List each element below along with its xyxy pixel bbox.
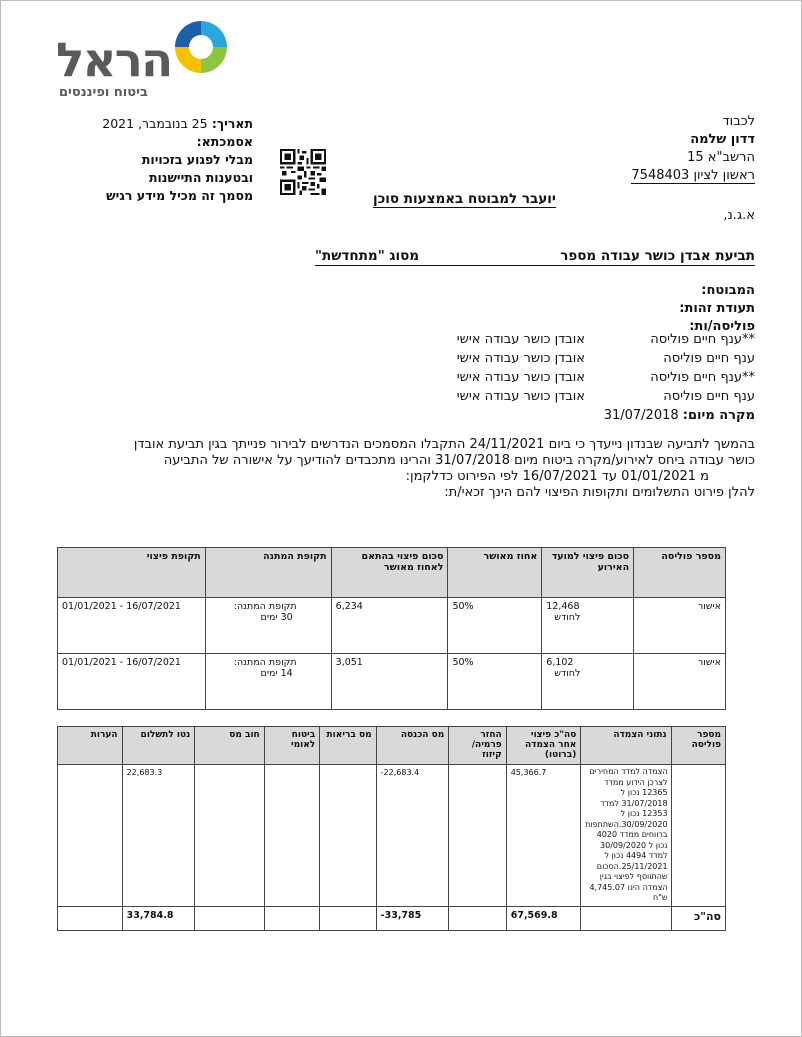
net-cell: 22,683.3 xyxy=(122,765,195,907)
legal-line-2: ובטענות התיישנות xyxy=(148,170,253,185)
comp-cell: 6,234 xyxy=(331,598,448,654)
column-header: מס בריאות xyxy=(320,727,376,765)
policy-branch: **ענף חיים פוליסה xyxy=(650,370,755,385)
addressee-street: הרשב"א 15 xyxy=(687,150,755,165)
tax-debt-cell xyxy=(195,765,265,907)
policy-line xyxy=(375,368,755,387)
paragraph-line: בהמשך לתביעה שבנדון נייעדך כי ביום 24/11/2021 התקבלו המסמכים הנדרשים לבירור פנייתך בגין תביעת אובדן xyxy=(133,437,755,452)
column-header: נטו לתשלום xyxy=(122,727,195,765)
policy-branch: ענף חיים פוליסה xyxy=(663,351,755,366)
policies-label: פוליסה/ות: xyxy=(689,319,755,334)
policy-type: אובדן כושר עבודה אישי xyxy=(456,351,585,366)
column-header: תקופת המתנה xyxy=(205,548,331,598)
addressee-to: לכבוד xyxy=(722,114,755,129)
notes-cell xyxy=(58,765,123,907)
period-cell: 01/01/2021 - 16/07/2021 xyxy=(58,598,206,654)
gross-total: 67,569.8 xyxy=(506,906,581,930)
policy-type: אובדן כושר עבודה אישי xyxy=(456,332,585,347)
gross-cell: 45,366.7 xyxy=(506,765,581,907)
linkage-cell xyxy=(581,906,671,930)
tax-debt-cell xyxy=(195,906,265,930)
policy-cell: אישור xyxy=(634,654,726,710)
column-header: אחוז מאושר xyxy=(448,548,542,598)
sensitive-notice: מסמך זה מכיל מידע רגיש xyxy=(106,188,253,203)
claim-title xyxy=(315,248,755,266)
legal-line-1: מבלי לפגוע בזכויות xyxy=(141,152,253,167)
column-header: מספר פוליסה xyxy=(671,727,725,765)
column-header: ביטוח לאומי xyxy=(264,727,319,765)
event-label: מקרה מיום: xyxy=(682,408,755,423)
event-date: 31/07/2018 xyxy=(603,408,679,423)
health-tax-cell xyxy=(320,765,376,907)
policy-line xyxy=(375,349,755,368)
addressee-block xyxy=(631,113,755,185)
header-meta xyxy=(83,115,253,205)
column-header: נתוני הצמדה xyxy=(581,727,671,765)
column-header: מספר פוליסה xyxy=(634,548,726,598)
greeting: א.ג.נ, xyxy=(723,208,755,223)
event-line xyxy=(375,406,755,425)
reference-label: אסמכתא: xyxy=(196,134,253,149)
linkage-cell: הצמדה למדד המחירים לצרכן הידוע ממדד 12365 נכון ל 31/07/2018 למדד 12353 נכון ל 30/09/2020.השתתפות ברווחים ממדד 4020 נכון ל 30/09/2020 למדד 4494 נכון ל 25/11/2021.הסכום שהתווסף לפיצוי בגין הצמדה הינו 4,745.07 ש"ח xyxy=(581,765,671,907)
paragraph-line: מ 01/01/2021 עד 16/07/2021 לפי הפירוט כדלקמן: xyxy=(405,469,709,484)
transfer-note: יועבר למבוטח באמצעות סוכן xyxy=(373,191,556,207)
policy-line xyxy=(375,387,755,406)
table-row xyxy=(58,598,726,654)
policy-list xyxy=(375,330,755,425)
harel-logo-icon xyxy=(173,19,229,75)
period-cell: 01/01/2021 - 16/07/2021 xyxy=(58,654,206,710)
column-header: מס הכנסה xyxy=(376,727,449,765)
insured-label: המבוטח: xyxy=(701,283,755,298)
total-label: סה"כ xyxy=(671,906,725,930)
wait-cell: תקופת המתנה: 30 ימים xyxy=(205,598,331,654)
column-header: סה"כ פיצוי אחר הצמדה (ברוטו) xyxy=(506,727,581,765)
addressee-city: ראשון לציון 7548403 xyxy=(631,168,755,183)
health-tax-cell xyxy=(320,906,376,930)
compensation-table xyxy=(57,547,726,710)
income-tax-total: -33,785 xyxy=(376,906,449,930)
refund-cell xyxy=(449,906,506,930)
approval-paragraph xyxy=(55,437,755,501)
payment-table xyxy=(57,726,726,931)
claim-fields xyxy=(679,282,755,336)
nii-cell xyxy=(264,906,319,930)
claim-title-main: תביעת אבדן כושר עבודה מספר xyxy=(560,248,755,264)
percent-cell: 50% xyxy=(448,598,542,654)
column-header: החזר פרמיה/ קיזוז xyxy=(449,727,506,765)
table-row xyxy=(58,765,726,907)
policy-type: אובדן כושר עבודה אישי xyxy=(456,370,585,385)
policy-branch: **ענף חיים פוליסה xyxy=(650,332,755,347)
column-header: הערות xyxy=(58,727,123,765)
column-header: תקופת פיצוי xyxy=(58,548,206,598)
policy-branch: ענף חיים פוליסה xyxy=(663,389,755,404)
percent-cell: 50% xyxy=(448,654,542,710)
amount-cell: 6,102 לחודש xyxy=(542,654,634,710)
date-value: 25 בנובמבר, 2021 xyxy=(102,116,208,131)
table-header-row xyxy=(58,548,726,598)
policy-type: אובדן כושר עבודה אישי xyxy=(456,389,585,404)
net-total: 33,784.8 xyxy=(122,906,195,930)
policy-line xyxy=(375,330,755,349)
logo-tagline: ביטוח ופיננסים xyxy=(59,85,148,100)
amount-cell: 12,468 לחודש xyxy=(542,598,634,654)
addressee-name: דדון שלמה xyxy=(690,132,755,147)
total-row xyxy=(58,906,726,930)
column-header: חוב מס xyxy=(195,727,265,765)
id-label: תעודת זהות: xyxy=(679,301,755,316)
income-tax-cell: -22,683.4 xyxy=(376,765,449,907)
nii-cell xyxy=(264,765,319,907)
policy-cell: אישור xyxy=(634,598,726,654)
qr-code-icon xyxy=(280,149,326,195)
wait-cell: תקופת המתנה: 14 ימים xyxy=(205,654,331,710)
paragraph-line: להלן פירוט התשלומים ותקופות הפיצוי להם הינך זכאי/ת: xyxy=(444,485,755,500)
date-label: תאריך: xyxy=(211,116,253,131)
logo-wordmark: הראל xyxy=(56,33,172,88)
table-header-row xyxy=(58,727,726,765)
refund-cell xyxy=(449,765,506,907)
paragraph-line: כושר עבודה ביחס לאירוע/מקרה ביטוח מיום 31/07/2018 והרינו מתכבדים להודיעך על אישורה של התביעה xyxy=(163,453,755,468)
table-row xyxy=(58,654,726,710)
column-header: סכום פיצוי למועד האירוע xyxy=(542,548,634,598)
claim-title-type: מסוג "מתחדשת" xyxy=(315,248,420,264)
column-header: סכום פיצוי בהתאם לאחוז מאושר xyxy=(331,548,448,598)
notes-cell xyxy=(58,906,123,930)
comp-cell: 3,051 xyxy=(331,654,448,710)
policy-cell xyxy=(671,765,725,907)
